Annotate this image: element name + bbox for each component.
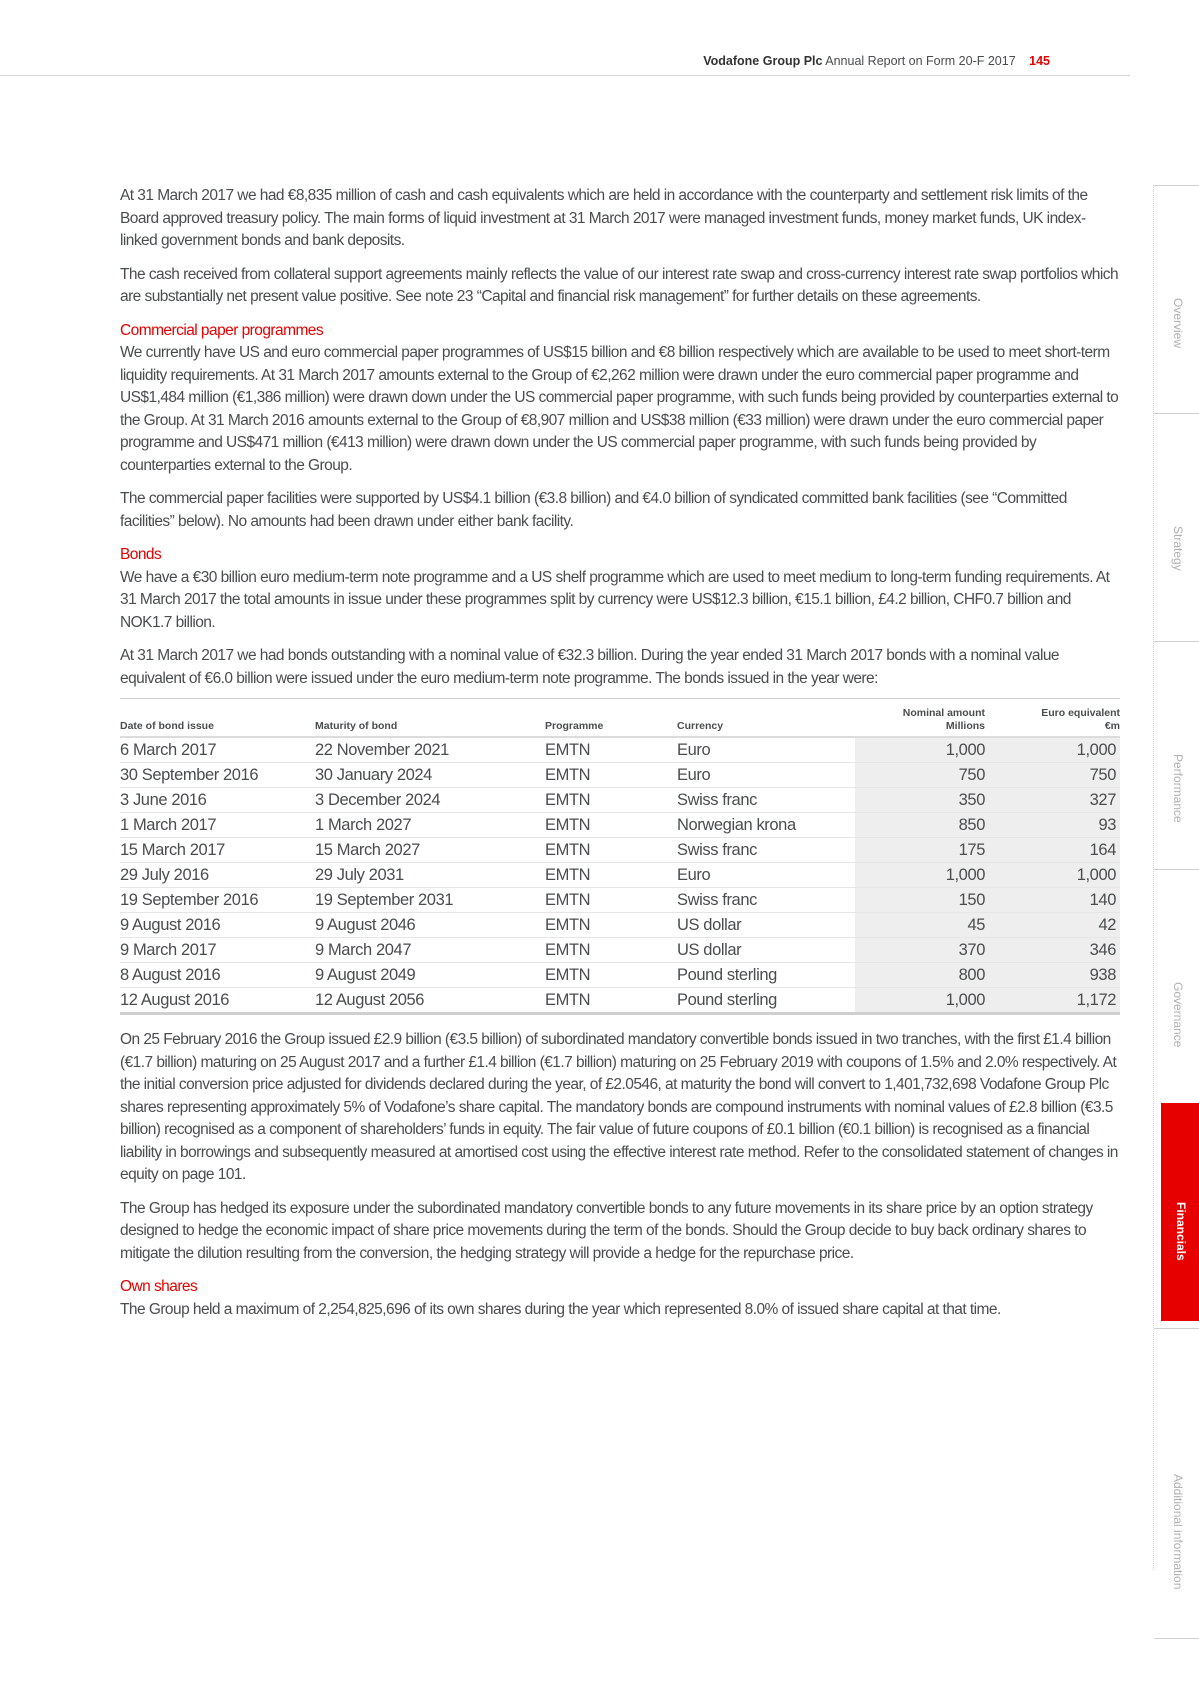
euro-header-line2: €m bbox=[1104, 720, 1120, 732]
cell-euro: 327 bbox=[985, 788, 1120, 813]
section-side-nav bbox=[1153, 185, 1199, 1590]
side-tab-label: Governance bbox=[1171, 982, 1185, 1048]
paragraph-convertible-bonds: On 25 February 2016 the Group issued £2.9 billion (€3.5 billion) of subordinated mandatory convertible bonds issued in two tranches, with the first £1.4 billion (€1.7 billion) maturing on 25 August 2017 and a further £1.4 billion (€1.7 billion) maturing on 25 February 2019 with coupons of 1.5% and 2.0% respectively. At the initial conversion price adjusted for dividends declared during the year, of £2.0546, at maturity the bond will convert to 1,401,732,698 Vodafone Group Plc shares representing approximately 5% of Vodafone’s share capital. The mandatory bonds are compound instruments with nominal values of £2.8 billion (€3.5 billion) recognised as a component of shareholders’ funds in equity. The fair value of future coupons of £0.1 billion (€0.1 billion) is recognised as a financial liability in borrowings and subsequently measured at amortised cost using the effective interest rate method. Refer to the consolidated statement of changes in equity on page 101. bbox=[120, 1031, 1118, 1183]
cell-euro: 938 bbox=[985, 963, 1120, 988]
col-header-nominal bbox=[855, 699, 985, 738]
table-row bbox=[120, 737, 1120, 763]
table-row bbox=[120, 963, 1120, 988]
cell-maturity: 9 March 2047 bbox=[315, 938, 545, 963]
cell-maturity: 19 September 2031 bbox=[315, 888, 545, 913]
side-tab-label: Performance bbox=[1171, 754, 1185, 823]
cell-nominal: 1,000 bbox=[855, 988, 985, 1014]
cell-currency: Euro bbox=[677, 737, 855, 763]
side-tab-additional-information[interactable] bbox=[1154, 1328, 1199, 1639]
paragraph-collateral: The cash received from collateral support agreements mainly reflects the value of our interest rate swap and cross-currency interest rate swap portfolios which are substantially net present value positive. See note 23 “Capital and financial risk management” for further details on these agreements. bbox=[120, 265, 1119, 305]
cell-date: 29 July 2016 bbox=[120, 863, 315, 888]
col-header-maturity: Maturity of bond bbox=[315, 699, 545, 738]
side-tab-overview[interactable] bbox=[1154, 185, 1199, 430]
col-header-programme: Programme bbox=[545, 699, 677, 738]
cell-nominal: 45 bbox=[855, 913, 985, 938]
main-content bbox=[120, 185, 1120, 1332]
side-tab-strategy[interactable] bbox=[1154, 413, 1199, 658]
cell-maturity: 29 July 2031 bbox=[315, 863, 545, 888]
table-row bbox=[120, 763, 1120, 788]
cell-currency: Pound sterling bbox=[677, 988, 855, 1014]
table-row bbox=[120, 888, 1120, 913]
col-header-currency: Currency bbox=[677, 699, 855, 738]
cell-euro: 140 bbox=[985, 888, 1120, 913]
running-header bbox=[703, 54, 1050, 68]
cell-nominal: 370 bbox=[855, 938, 985, 963]
cell-date: 30 September 2016 bbox=[120, 763, 315, 788]
cell-currency: Swiss franc bbox=[677, 788, 855, 813]
cell-nominal: 800 bbox=[855, 963, 985, 988]
cell-programme: EMTN bbox=[545, 913, 677, 938]
heading-own-shares: Own shares bbox=[120, 1278, 198, 1295]
page-header bbox=[0, 0, 1130, 76]
cell-currency: Norwegian krona bbox=[677, 813, 855, 838]
cell-maturity: 30 January 2024 bbox=[315, 763, 545, 788]
cell-programme: EMTN bbox=[545, 863, 677, 888]
cell-currency: US dollar bbox=[677, 938, 855, 963]
heading-commercial-paper: Commercial paper programmes bbox=[120, 321, 324, 339]
cell-euro: 346 bbox=[985, 938, 1120, 963]
cell-euro: 1,000 bbox=[985, 863, 1120, 888]
cell-date: 19 September 2016 bbox=[120, 888, 315, 913]
paragraph-hedging: The Group has hedged its exposure under the subordinated mandatory convertible bonds to any future movements in its share price by an option strategy designed to hedge the economic impact of share price movements during the term of the bonds. Should the Group decide to buy back ordinary shares to mitigate the dilution resulting from the conversion, the hedging strategy will provide a hedge for the repurchase price. bbox=[120, 1199, 1093, 1262]
cell-maturity: 9 August 2046 bbox=[315, 913, 545, 938]
cell-date: 9 August 2016 bbox=[120, 913, 315, 938]
cell-euro: 1,000 bbox=[985, 737, 1120, 763]
table-row bbox=[120, 863, 1120, 888]
cell-date: 6 March 2017 bbox=[120, 737, 315, 763]
cell-nominal: 1,000 bbox=[855, 863, 985, 888]
cell-maturity: 3 December 2024 bbox=[315, 788, 545, 813]
table-row bbox=[120, 988, 1120, 1014]
cell-programme: EMTN bbox=[545, 938, 677, 963]
paragraph-emtn: We have a €30 billion euro medium-term note programme and a US shelf programme which are used to meet medium to long-term funding requirements. At 31 March 2017 the total amounts in issue under these programmes split by currency were US$12.3 billion, €15.1 billion, £4.2 billion, CHF0.7 billion and NOK1.7 billion. bbox=[120, 568, 1110, 631]
cell-currency: Euro bbox=[677, 763, 855, 788]
side-tab-label: Overview bbox=[1171, 298, 1185, 349]
paragraph-commercial-paper: We currently have US and euro commercial paper programmes of US$15 billion and €8 billion respectively which are available to be used to meet short-term liquidity requirements. At 31 March 2017 amounts external to the Group of €2,262 million were drawn under the euro commercial paper programme and US$1,484 million (€1,386 million) were drawn down under the US commercial paper programme, with such funds being provided by counterparties external to the Group. At 31 March 2016 amounts external to the Group of €8,907 million and US$38 million (€33 million) were drawn under the euro commercial paper programme and US$471 million (€413 million) were drawn down under the US commercial paper programme, with such funds being provided by counterparties external to the Group. bbox=[120, 344, 1119, 474]
cell-currency: Swiss franc bbox=[677, 888, 855, 913]
cell-euro: 42 bbox=[985, 913, 1120, 938]
cell-euro: 164 bbox=[985, 838, 1120, 863]
page-number: 145 bbox=[1029, 54, 1050, 68]
table-header-row bbox=[120, 699, 1120, 738]
bonds-table-body bbox=[120, 737, 1120, 1014]
side-tab-governance[interactable] bbox=[1154, 869, 1199, 1114]
cell-nominal: 1,000 bbox=[855, 737, 985, 763]
cell-maturity: 12 August 2056 bbox=[315, 988, 545, 1014]
nominal-header-line1: Nominal amount bbox=[902, 707, 985, 719]
side-tab-financials[interactable] bbox=[1161, 1103, 1199, 1321]
cell-programme: EMTN bbox=[545, 813, 677, 838]
table-row bbox=[120, 813, 1120, 838]
cell-date: 12 August 2016 bbox=[120, 988, 315, 1014]
company-name: Vodafone Group Plc bbox=[703, 54, 823, 68]
nominal-header-line2: Millions bbox=[945, 720, 985, 732]
cell-euro: 1,172 bbox=[985, 988, 1120, 1014]
side-tab-label: Strategy bbox=[1171, 526, 1185, 571]
cell-date: 9 March 2017 bbox=[120, 938, 315, 963]
euro-header-line1: Euro equivalent bbox=[1041, 707, 1120, 719]
cell-nominal: 350 bbox=[855, 788, 985, 813]
cell-currency: Pound sterling bbox=[677, 963, 855, 988]
side-tab-label: Additional information bbox=[1171, 1474, 1185, 1590]
cell-programme: EMTN bbox=[545, 963, 677, 988]
bonds-table bbox=[120, 698, 1120, 1015]
table-row bbox=[120, 913, 1120, 938]
cell-date: 15 March 2017 bbox=[120, 838, 315, 863]
cell-date: 8 August 2016 bbox=[120, 963, 315, 988]
side-tab-label: Financials bbox=[1174, 1202, 1188, 1261]
cell-euro: 750 bbox=[985, 763, 1120, 788]
cell-currency: US dollar bbox=[677, 913, 855, 938]
cell-nominal: 750 bbox=[855, 763, 985, 788]
cell-euro: 93 bbox=[985, 813, 1120, 838]
side-nav-bottom-rule bbox=[1154, 1638, 1199, 1639]
cell-maturity: 1 March 2027 bbox=[315, 813, 545, 838]
cell-nominal: 150 bbox=[855, 888, 985, 913]
cell-nominal: 850 bbox=[855, 813, 985, 838]
cell-programme: EMTN bbox=[545, 838, 677, 863]
cell-programme: EMTN bbox=[545, 788, 677, 813]
paragraph-cp-facilities: The commercial paper facilities were supported by US$4.1 billion (€3.8 billion) and €4.0 billion of syndicated committed bank facilities (see “Committed facilities” below). No amounts had been drawn under either bank facility. bbox=[120, 490, 1067, 530]
heading-bonds: Bonds bbox=[120, 546, 162, 563]
col-header-euro bbox=[985, 699, 1120, 738]
table-row bbox=[120, 788, 1120, 813]
cell-currency: Euro bbox=[677, 863, 855, 888]
cell-maturity: 9 August 2049 bbox=[315, 963, 545, 988]
table-row bbox=[120, 938, 1120, 963]
paragraph-own-shares: The Group held a maximum of 2,254,825,696 of its own shares during the year which represented 8.0% of issued share capital at that time. bbox=[120, 1300, 1001, 1318]
side-tab-performance[interactable] bbox=[1154, 641, 1199, 886]
report-title: Annual Report on Form 20-F 2017 bbox=[825, 54, 1016, 68]
cell-maturity: 15 March 2027 bbox=[315, 838, 545, 863]
paragraph-cash: At 31 March 2017 we had €8,835 million of cash and cash equivalents which are held in accordance with the counterparty and settlement risk limits of the Board approved treasury policy. The main forms of liquid investment at 31 March 2017 were managed investment funds, money market funds, UK index-linked government bonds and bank deposits. bbox=[120, 187, 1088, 249]
col-header-date: Date of bond issue bbox=[120, 699, 315, 738]
cell-programme: EMTN bbox=[545, 763, 677, 788]
cell-nominal: 175 bbox=[855, 838, 985, 863]
cell-maturity: 22 November 2021 bbox=[315, 737, 545, 763]
cell-date: 1 March 2017 bbox=[120, 813, 315, 838]
cell-programme: EMTN bbox=[545, 988, 677, 1014]
table-row bbox=[120, 838, 1120, 863]
paragraph-bonds-outstanding: At 31 March 2017 we had bonds outstanding with a nominal value of €32.3 billion. During the year ended 31 March 2017 bonds with a nominal value equivalent of €6.0 billion were issued under the euro medium-term note programme. The bonds issued in the year were: bbox=[120, 647, 1059, 687]
cell-date: 3 June 2016 bbox=[120, 788, 315, 813]
cell-programme: EMTN bbox=[545, 888, 677, 913]
cell-programme: EMTN bbox=[545, 737, 677, 763]
cell-currency: Swiss franc bbox=[677, 838, 855, 863]
